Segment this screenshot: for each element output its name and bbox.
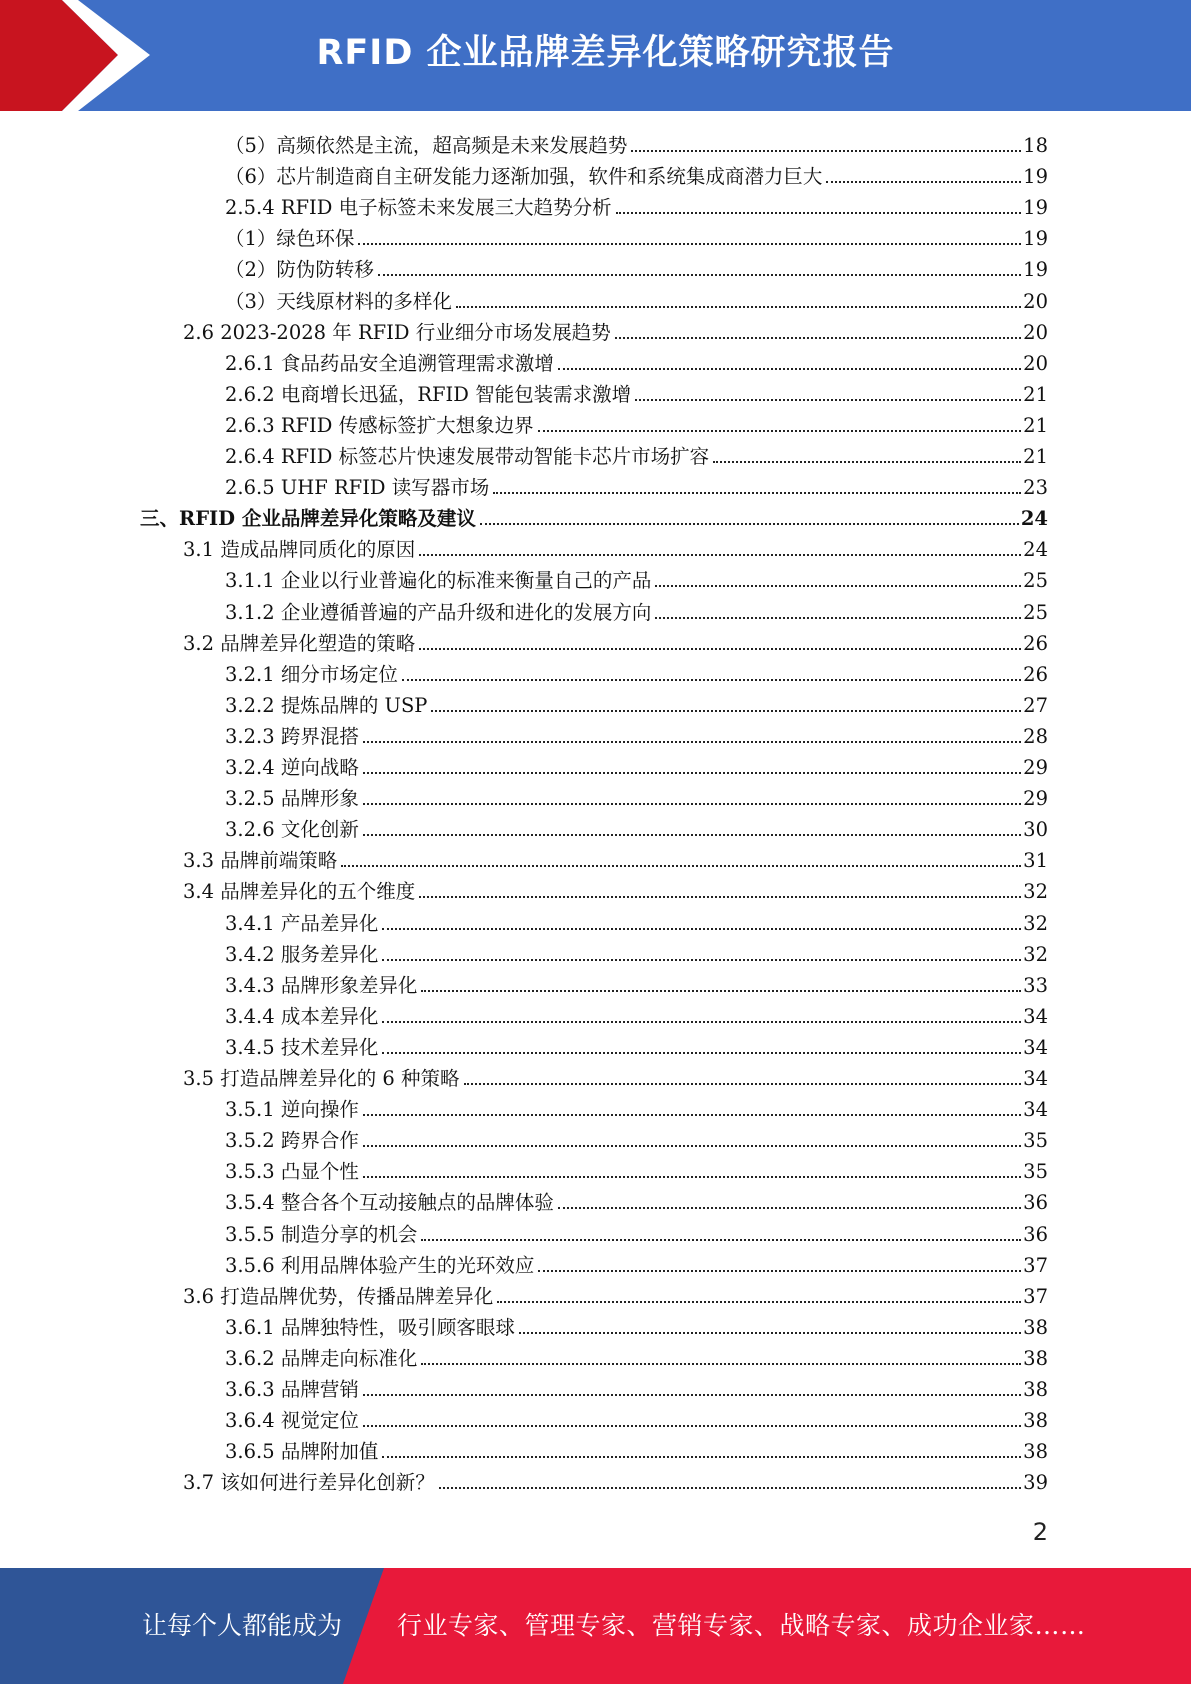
toc-entry-page: 29 <box>1023 756 1048 779</box>
toc-entry-page: 29 <box>1023 787 1048 811</box>
toc-entry[interactable] <box>225 1122 1048 1153</box>
toc-entry[interactable] <box>225 718 1048 749</box>
toc-leader-dots <box>456 306 1021 308</box>
toc-entry[interactable] <box>225 1029 1048 1060</box>
toc-entry[interactable] <box>225 251 1048 282</box>
toc-entry-title: 3.7 该如何进行差异化创新？ <box>183 1471 435 1495</box>
toc-entry-page: 26 <box>1023 631 1048 655</box>
toc-leader-dots <box>378 274 1021 276</box>
toc-entry[interactable] <box>225 1309 1048 1340</box>
toc-leader-dots <box>363 1176 1021 1178</box>
toc-entry-title: 3.5.4 整合各个互动接触点的品牌体验 <box>225 1191 554 1215</box>
toc-entry[interactable] <box>140 500 1048 531</box>
toc-entry-title: （6）芯片制造商自主研发能力逐渐加强，软件和系统集成商潜力巨大 <box>225 165 823 189</box>
toc-leader-dots <box>538 430 1022 432</box>
toc-leader-dots <box>497 1301 1021 1303</box>
toc-entry[interactable] <box>225 967 1048 998</box>
toc-entry-page: 34 <box>1023 1098 1048 1122</box>
toc-entry-page: 25 <box>1023 600 1048 624</box>
toc-entry[interactable] <box>225 780 1048 811</box>
toc-leader-dots <box>421 990 1021 992</box>
toc-entry[interactable] <box>183 1278 1048 1309</box>
toc-entry-page: 38 <box>1023 1440 1048 1464</box>
toc-entry[interactable] <box>225 811 1048 842</box>
toc-leader-dots <box>631 150 1021 152</box>
toc-entry-title: 3.4.1 产品差异化 <box>225 911 379 935</box>
toc-entry-title: （2）防伪防转移 <box>225 258 374 282</box>
toc-entry-page: 30 <box>1023 818 1048 842</box>
toc-leader-dots <box>421 1363 1021 1365</box>
toc-leader-dots <box>655 585 1021 587</box>
toc-entry-title: 三、RFID 企业品牌差异化策略及建议 <box>140 507 476 531</box>
toc-entry-title: 3.1.1 企业以行业普遍化的标准来衡量自己的产品 <box>225 569 652 593</box>
toc-entry-title: 3.5.2 跨界合作 <box>225 1129 359 1153</box>
toc-leader-dots <box>713 461 1021 463</box>
toc-entry-page: 38 <box>1023 1409 1048 1433</box>
toc-entry-title: （5）高频依然是主流，超高频是未来发展趋势 <box>225 134 628 157</box>
toc-entry-page: 21 <box>1023 382 1048 406</box>
toc-entry[interactable] <box>183 625 1048 656</box>
toc-entry-title: 3.4.5 技术差异化 <box>225 1035 379 1059</box>
toc-entry[interactable] <box>225 220 1048 251</box>
toc-entry-title: 3.3 品牌前端策略 <box>183 849 338 873</box>
toc-leader-dots <box>558 1207 1021 1209</box>
toc-leader-dots <box>363 803 1021 805</box>
toc-entry-page: 34 <box>1023 1004 1048 1028</box>
toc-entry-title: 3.6.5 品牌附加值 <box>225 1440 379 1464</box>
toc-entry-title: （1）绿色环保 <box>225 227 355 251</box>
toc-entry-page: 32 <box>1023 911 1048 935</box>
toc-leader-dots <box>616 212 1022 214</box>
toc-entry-title: 3.6.3 品牌营销 <box>225 1378 359 1401</box>
toc-entry-title: 3.4.4 成本差异化 <box>225 1004 379 1028</box>
toc-entry-title: 3.5.3 凸显个性 <box>225 1160 359 1184</box>
toc-entry-title: 3.4 品牌差异化的五个维度 <box>183 880 416 904</box>
toc-entry-page: 38 <box>1023 1315 1048 1339</box>
toc-entry[interactable] <box>183 314 1048 345</box>
toc-entry[interactable] <box>183 531 1048 562</box>
toc-leader-dots <box>382 928 1021 930</box>
toc-leader-dots <box>421 1239 1021 1241</box>
toc-entry-page: 20 <box>1023 351 1048 375</box>
toc-entry[interactable] <box>225 376 1048 407</box>
toc-entry-title: 2.6.3 RFID 传感标签扩大想象边界 <box>225 413 534 437</box>
toc-entry-title: 2.6.2 电商增长迅猛，RFID 智能包装需求激增 <box>225 382 632 406</box>
toc-leader-dots <box>363 1114 1021 1116</box>
page-number: 2 <box>1032 1518 1048 1546</box>
toc-entry-title: 3.2 品牌差异化塑造的策略 <box>183 631 416 655</box>
toc-entry-page: 38 <box>1023 1346 1048 1370</box>
toc-entry[interactable] <box>183 1060 1048 1091</box>
toc-entry[interactable] <box>225 283 1048 314</box>
toc-leader-dots <box>419 554 1021 556</box>
toc-entry-page: 31 <box>1023 849 1048 873</box>
toc-entry[interactable] <box>225 1184 1048 1215</box>
toc-leader-dots <box>402 679 1021 681</box>
toc-entry[interactable] <box>225 1340 1048 1371</box>
toc-entry[interactable] <box>225 1433 1048 1464</box>
toc-entry[interactable] <box>225 936 1048 967</box>
toc-entry-page: 28 <box>1023 724 1048 748</box>
toc-entry[interactable] <box>225 749 1048 780</box>
toc-entry-title: 2.6.1 食品药品安全追溯管理需求激增 <box>225 351 554 375</box>
toc-leader-dots <box>538 1270 1021 1272</box>
report-title: RFID 企业品牌差异化策略研究报告 <box>316 33 895 73</box>
toc-leader-dots <box>464 1083 1022 1085</box>
toc-leader-dots <box>382 1456 1021 1458</box>
toc-entry-title: 3.5.6 利用品牌体验产生的光环效应 <box>225 1253 535 1277</box>
toc-entry[interactable] <box>225 1402 1048 1433</box>
toc-entry-page: 26 <box>1023 662 1048 686</box>
toc-entry-page: 24 <box>1020 507 1048 531</box>
toc-entry-page: 37 <box>1023 1253 1048 1277</box>
toc-entry[interactable] <box>225 345 1048 376</box>
toc-entry-title: 3.1 造成品牌同质化的原因 <box>183 538 416 562</box>
toc-leader-dots <box>519 1332 1021 1334</box>
toc-leader-dots <box>382 1021 1021 1023</box>
toc-entry-page: 23 <box>1023 476 1048 500</box>
toc-entry-page: 36 <box>1023 1222 1048 1246</box>
toc-entry-title: 3.6 打造品牌优势，传播品牌差异化 <box>183 1284 494 1308</box>
toc-entry-page: 19 <box>1023 258 1048 282</box>
toc-leader-dots <box>358 243 1021 245</box>
toc-entry[interactable] <box>225 438 1048 469</box>
toc-entry[interactable] <box>183 842 1048 873</box>
toc-entry-title: 3.4.3 品牌形象差异化 <box>225 973 418 997</box>
toc-entry-title: 3.6.4 视觉定位 <box>225 1409 359 1433</box>
toc-entry-title: 2.6.5 UHF RFID 读写器市场 <box>225 476 490 500</box>
toc-entry-page: 38 <box>1023 1378 1048 1401</box>
toc-leader-dots <box>439 1487 1021 1489</box>
toc-entry-page: 18 <box>1023 134 1048 157</box>
toc-entry-page: 21 <box>1023 413 1048 437</box>
toc-entry[interactable] <box>225 1216 1048 1247</box>
toc-entry-title: 3.2.1 细分市场定位 <box>225 662 398 686</box>
toc-entry[interactable] <box>225 1247 1048 1278</box>
page-footer <box>0 1568 1191 1684</box>
toc-entry[interactable] <box>225 1091 1048 1122</box>
toc-leader-dots <box>382 1052 1021 1054</box>
toc-entry[interactable] <box>225 189 1048 220</box>
toc-leader-dots <box>615 337 1021 339</box>
toc-entry-page: 19 <box>1023 196 1048 220</box>
toc-leader-dots <box>341 865 1021 867</box>
toc-entry-title: 3.2.6 文化创新 <box>225 818 359 842</box>
page-header <box>0 0 1191 111</box>
toc-leader-dots <box>363 834 1021 836</box>
toc-leader-dots <box>363 1394 1021 1396</box>
toc-entry[interactable] <box>225 594 1048 625</box>
toc-entry[interactable] <box>183 1464 1048 1495</box>
toc-entry-title: 3.2.3 跨界混搭 <box>225 724 359 748</box>
toc-leader-dots <box>363 1145 1021 1147</box>
toc-entry-page: 35 <box>1023 1160 1048 1184</box>
toc-entry-title: 3.2.2 提炼品牌的 USP <box>225 693 428 717</box>
toc-entry-title: 3.6.1 品牌独特性，吸引顾客眼球 <box>225 1315 515 1339</box>
toc-entry-title: 3.4.2 服务差异化 <box>225 942 379 966</box>
toc-entry-page: 36 <box>1023 1191 1048 1215</box>
toc-entry-page: 32 <box>1023 942 1048 966</box>
toc-entry-page: 32 <box>1023 880 1048 904</box>
toc-entry-page: 34 <box>1023 1067 1048 1090</box>
toc-entry-title: （3）天线原材料的多样化 <box>225 289 452 313</box>
toc-entry[interactable] <box>225 687 1048 718</box>
toc-leader-dots <box>635 399 1021 401</box>
toc-entry-title: 3.5.1 逆向操作 <box>225 1098 359 1122</box>
toc-entry-page: 20 <box>1023 289 1048 313</box>
toc-leader-dots <box>363 1425 1021 1427</box>
toc-entry-title: 3.5.5 制造分享的机会 <box>225 1222 418 1246</box>
footer-slogan: 让每个人都能成为 <box>142 1611 343 1640</box>
toc-entry[interactable] <box>225 998 1048 1029</box>
toc-entry-title: 2.6.4 RFID 标签芯片快速发展带动智能卡芯片市场扩容 <box>225 445 710 468</box>
toc-entry-page: 33 <box>1023 973 1048 997</box>
toc-entry-title: 2.5.4 RFID 电子标签未来发展三大趋势分析 <box>225 196 612 220</box>
toc-leader-dots <box>493 492 1021 494</box>
toc-entry-page: 27 <box>1023 693 1048 717</box>
toc-entry-page: 25 <box>1023 569 1048 593</box>
toc-leader-dots <box>655 617 1021 619</box>
toc-leader-dots <box>363 772 1021 774</box>
toc-entry[interactable] <box>225 656 1048 687</box>
toc-leader-dots <box>431 710 1021 712</box>
toc-entry-page: 19 <box>1023 227 1048 251</box>
toc-entry[interactable] <box>225 1371 1048 1402</box>
toc-entry-page: 19 <box>1023 165 1048 189</box>
toc-entry[interactable] <box>225 562 1048 593</box>
toc-entry-page: 35 <box>1023 1129 1048 1153</box>
toc-entry-title: 3.2.4 逆向战略 <box>225 756 359 779</box>
toc-leader-dots <box>558 368 1021 370</box>
toc-leader-dots <box>382 959 1021 961</box>
toc-leader-dots <box>480 523 1019 525</box>
toc-entry-page: 34 <box>1023 1035 1048 1059</box>
toc-entry-title: 3.6.2 品牌走向标准化 <box>225 1346 418 1370</box>
toc-entry-title: 3.2.5 品牌形象 <box>225 787 359 811</box>
toc-entry[interactable] <box>225 407 1048 438</box>
toc-entry[interactable] <box>225 469 1048 500</box>
toc-entry[interactable] <box>183 873 1048 904</box>
toc-entry[interactable] <box>225 158 1048 189</box>
toc-entry-title: 3.5 打造品牌差异化的 6 种策略 <box>183 1067 460 1090</box>
toc-entry[interactable] <box>225 905 1048 936</box>
toc-entry-page: 21 <box>1023 445 1048 468</box>
toc-leader-dots <box>419 648 1021 650</box>
toc-entry-page: 39 <box>1023 1471 1048 1495</box>
toc-entry-title: 2.6 2023-2028 年 RFID 行业细分市场发展趋势 <box>183 320 611 344</box>
toc-entry-page: 24 <box>1023 538 1048 562</box>
toc-entry-title: 3.1.2 企业遵循普遍的产品升级和进化的发展方向 <box>225 600 652 624</box>
toc-leader-dots <box>826 181 1021 183</box>
toc-entry-page: 20 <box>1023 320 1048 344</box>
toc-entry-page: 37 <box>1023 1284 1048 1308</box>
toc-entry[interactable] <box>225 127 1048 158</box>
toc-entry[interactable] <box>225 1153 1048 1184</box>
footer-roles: 行业专家、管理专家、营销专家、战略专家、成功企业家…… <box>397 1611 1086 1640</box>
toc-leader-dots <box>363 741 1021 743</box>
toc-leader-dots <box>419 896 1021 898</box>
